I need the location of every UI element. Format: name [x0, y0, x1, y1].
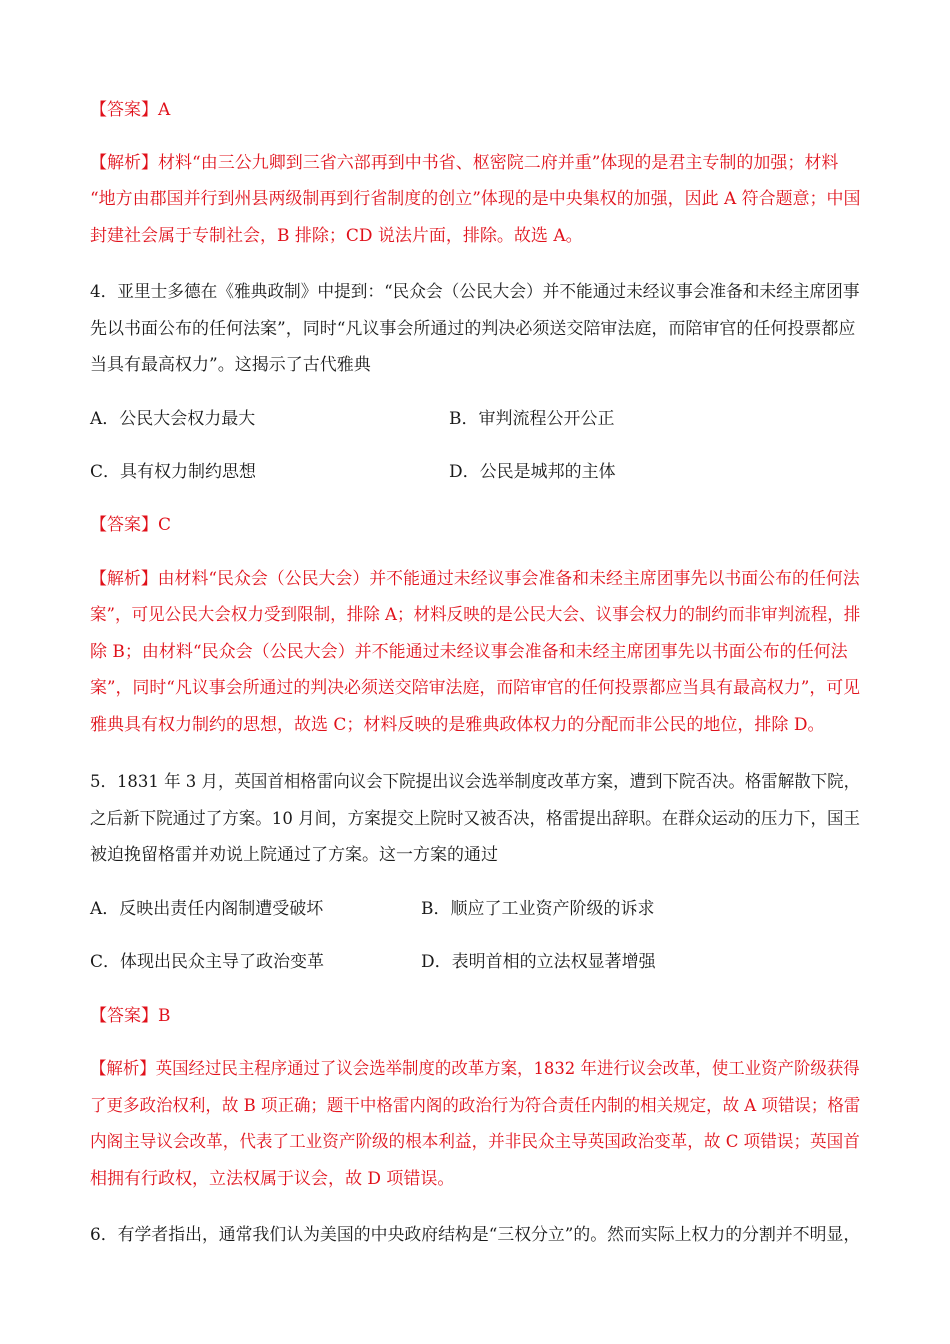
q5-option-d: D．表明首相的立法权显著增强 — [421, 952, 656, 972]
q3-answer: 【答案】A — [90, 100, 171, 120]
q5-analysis-line-3: 内阁主导议会改革，代表了工业资产阶级的根本利益，并非民众主导英国政治变革，故 C 项错误；英国首 — [90, 1132, 860, 1152]
q4-answer: 【答案】C — [90, 515, 172, 535]
q3-analysis-line-2: “地方由郡国并行到州县两级制再到行省制度的创立”体现的是中央集权的加强，因此 A 符合题意；中国 — [90, 189, 861, 209]
q4-option-b: B．审判流程公开公正 — [449, 409, 615, 429]
q5-option-c: C．体现出民众主导了政治变革 — [90, 952, 325, 972]
q5-answer: 【答案】B — [90, 1006, 171, 1026]
q5-analysis-line-4: 相拥有行政权，立法权属于议会，故 D 项错误。 — [90, 1169, 455, 1189]
q4-stem-line-2: 先以书面公布的任何法案”，同时“凡议事会所通过的判决必须送交陪审法庭，而陪审官的任何投票都应 — [90, 319, 856, 339]
q3-analysis-line-1: 【解析】材料“由三公九卿到三省六部再到中书省、枢密院二府并重”体现的是君主专制的加强；材料 — [90, 153, 839, 173]
q5-analysis-line-2: 了更多政治权利，故 B 项正确；题干中格雷内阁的政治行为符合责任内制的相关规定，故 A 项错误；格雷 — [90, 1096, 861, 1116]
q4-analysis-line-5: 雅典具有权力制约的思想，故选 C；材料反映的是雅典政体权力的分配而非公民的地位，排除 D。 — [90, 715, 825, 735]
q5-stem-line-2: 之后新下院通过了方案。10 月间，方案提交上院时又被否决，格雷提出辞职。在群众运动的压力下，国王 — [90, 809, 861, 829]
q5-analysis-line-1: 【解析】英国经过民主程序通过了议会选举制度的改革方案，1832 年进行议会改革，使工业资产阶级获得 — [90, 1059, 860, 1079]
q5-stem-line-3: 被迫挽留格雷并劝说上院通过了方案。这一方案的通过 — [90, 845, 498, 865]
q3-analysis-line-3: 封建社会属于专制社会，B 排除；CD 说法片面，排除。故选 A。 — [90, 226, 583, 246]
q5-option-a: A．反映出责任内阁制遭受破坏 — [90, 899, 324, 919]
q4-option-c: C．具有权力制约思想 — [90, 462, 257, 482]
q4-analysis-line-3: 除 B；由材料“民众会（公民大会）并不能通过未经议事会准备和未经主席团事先以书面公布的任何法 — [90, 642, 848, 662]
q5-stem-line-1: 5．1831 年 3 月，英国首相格雷向议会下院提出议会选举制度改革方案，遭到下院否决。格雷解散下院， — [90, 772, 861, 792]
q5-option-b: B．顺应了工业资产阶级的诉求 — [421, 899, 655, 919]
q4-analysis-line-1: 【解析】由材料“民众会（公民大会）并不能通过未经议事会准备和未经主席团事先以书面公布的任何法 — [90, 569, 860, 589]
q4-option-a: A．公民大会权力最大 — [90, 409, 256, 429]
q6-stem-line-1: 6．有学者指出，通常我们认为美国的中央政府结构是“三权分立”的。然而实际上权力的分割并不明显， — [90, 1225, 861, 1245]
q4-option-d: D．公民是城邦的主体 — [449, 462, 616, 482]
q4-analysis-line-4: 案”，同时“凡议事会所通过的判决必须送交陪审法庭，而陪审官的任何投票都应当具有最高权力”，可见 — [90, 678, 861, 698]
q4-analysis-line-2: 案”，可见公民大会权力受到限制，排除 A；材料反映的是公民大会、议事会权力的制约而非审判流程，排 — [90, 605, 861, 625]
q4-stem-line-3: 当具有最高权力”。这揭示了古代雅典 — [90, 355, 371, 375]
q4-stem-line-1: 4．亚里士多德在《雅典政制》中提到：“民众会（公民大会）并不能通过未经议事会准备和未经主席团事 — [90, 282, 860, 302]
